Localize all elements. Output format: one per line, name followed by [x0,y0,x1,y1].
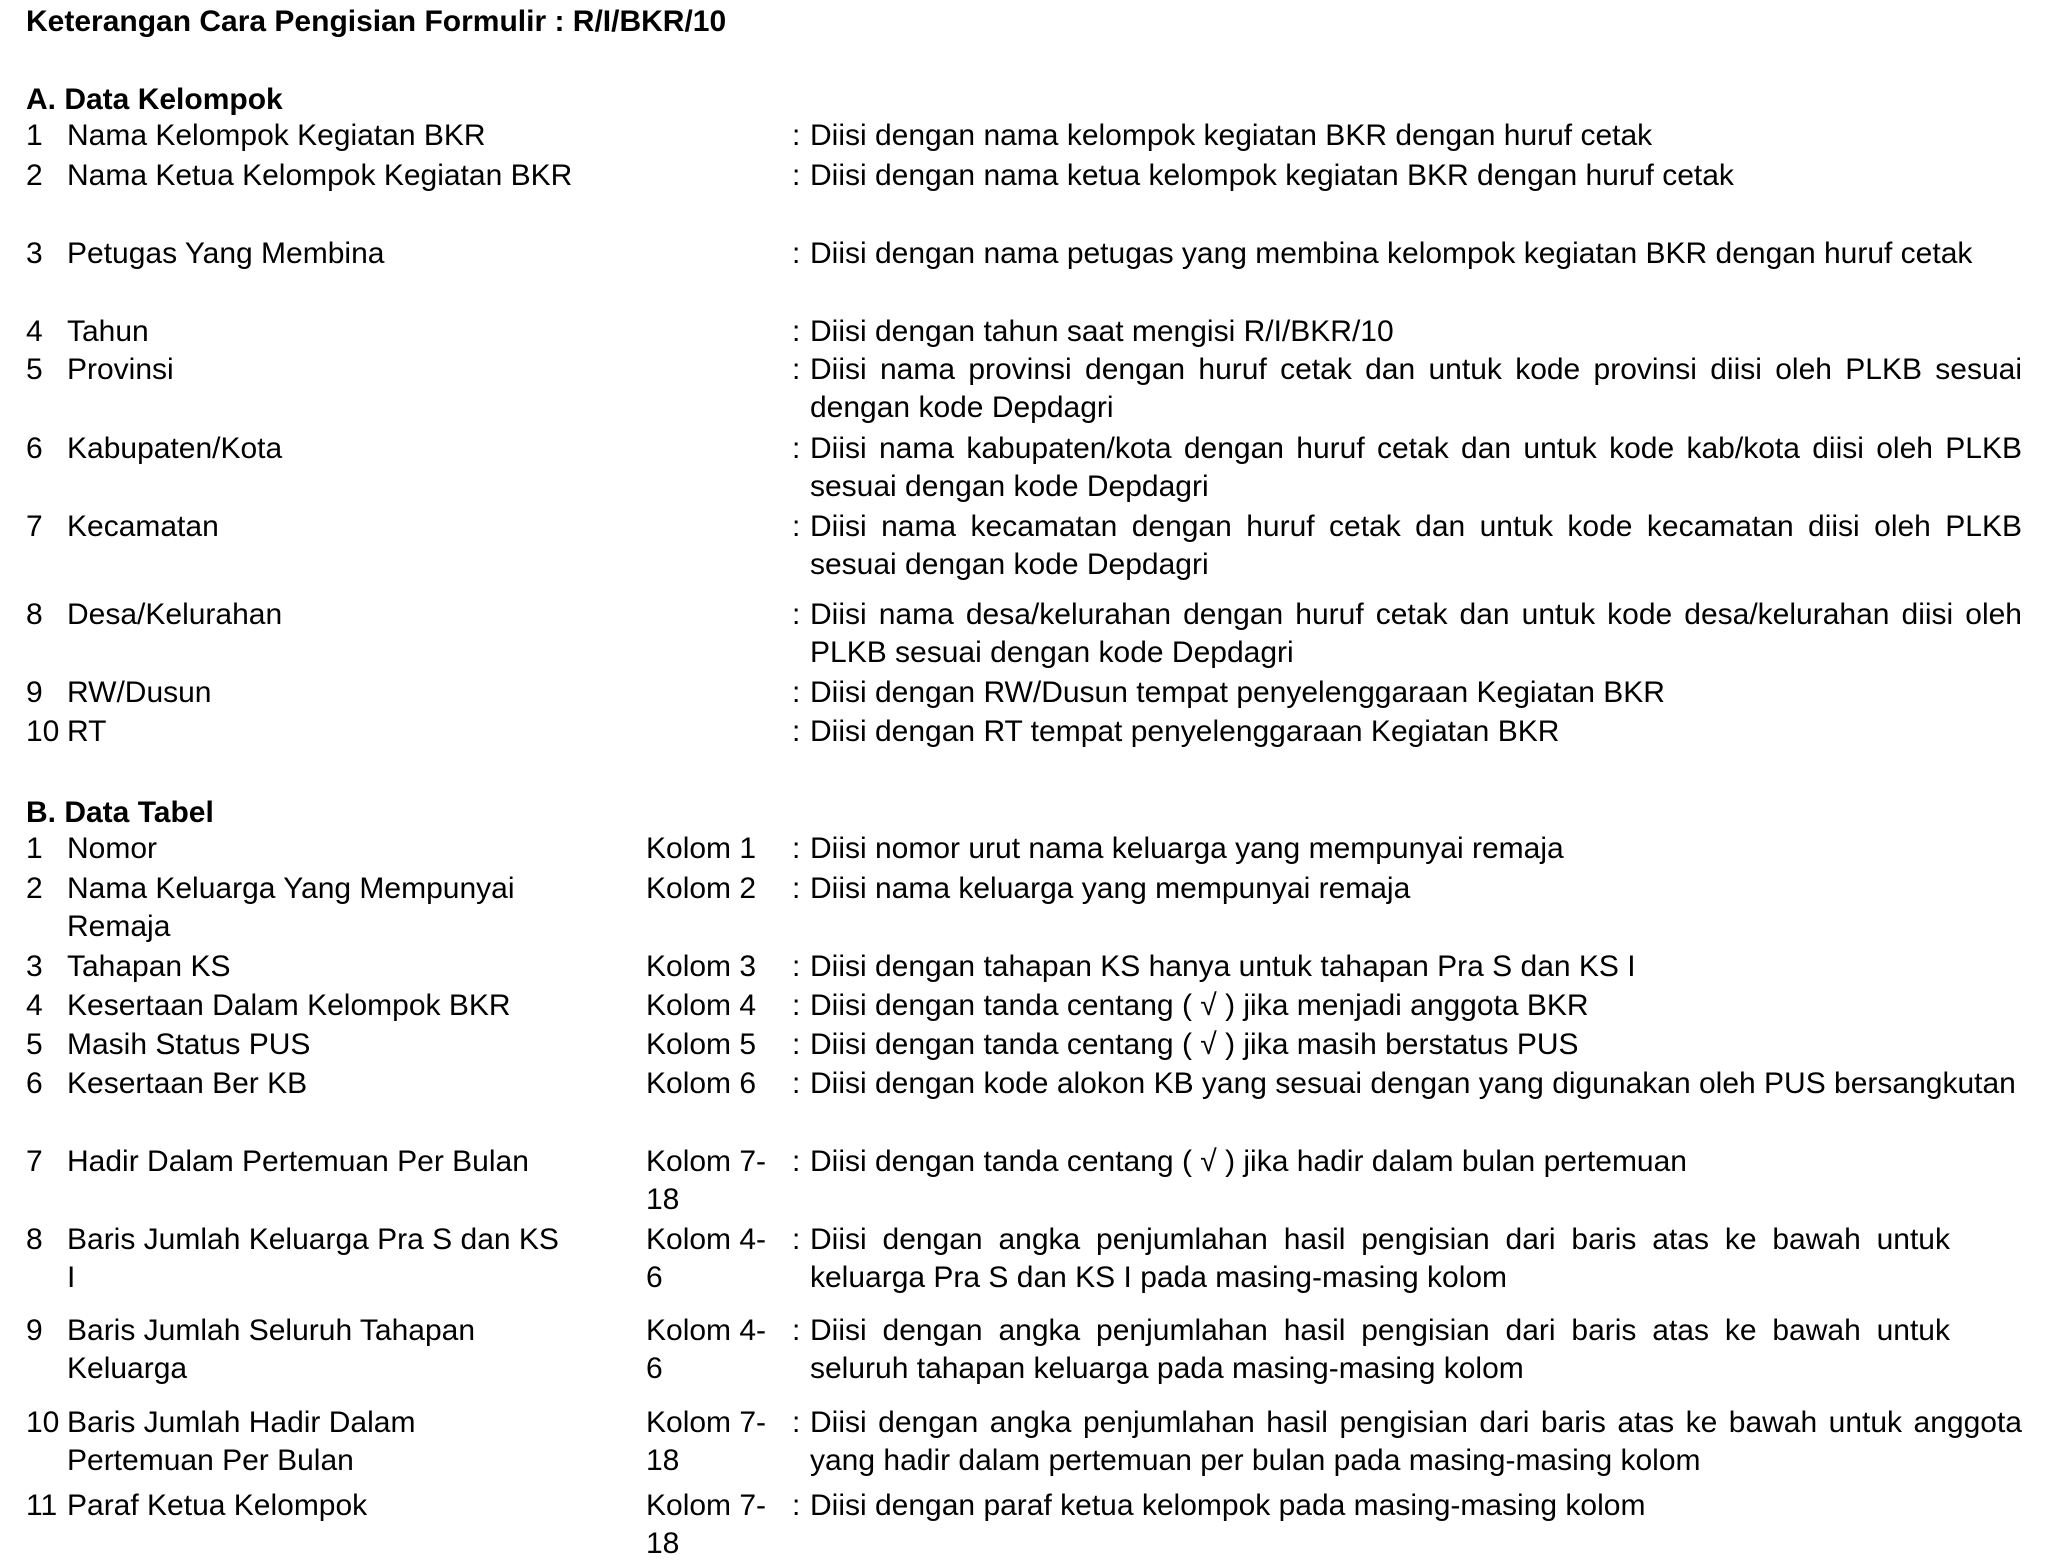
item-column: Kolom 7-18 [646,1145,767,1216]
item-number: 8 [26,598,43,631]
section-b-heading: B. Data Tabel [26,796,214,829]
item-number: 8 [26,1223,43,1256]
item-colon: : [792,510,801,543]
item-number: 10 [26,1406,60,1439]
item-number: 1 [26,832,43,865]
item-description: Diisi dengan tahapan KS hanya untuk tahapan Pra S dan KS I [810,950,1636,983]
item-colon: : [792,315,801,348]
item-colon: : [792,832,801,865]
item-number: 5 [26,353,43,386]
item-label: Desa/Kelurahan [67,598,283,631]
item-number: 5 [26,1028,43,1061]
item-colon: : [792,950,801,983]
item-label: Kecamatan [67,510,219,543]
item-label: Nomor [67,832,158,865]
item-label: RW/Dusun [67,676,212,709]
item-column: Kolom 7-18 [646,1489,767,1560]
item-description: Diisi dengan RT tempat penyelenggaraan Kegiatan BKR [810,715,1560,748]
item-colon: : [792,432,801,465]
item-number: 6 [26,432,43,465]
item-description: Diisi dengan nama ketua kelompok kegiatan BKR dengan huruf cetak [810,159,1734,192]
item-description: Diisi dengan angka penjumlahan hasil pengisian dari baris atas ke bawah untuk anggota yang hadir dalam pertemuan per bulan pada masing-masing kolom [810,1406,2022,1477]
item-label: RT [67,715,107,748]
item-column: Kolom 2 [646,872,757,905]
item-number: 11 [26,1489,58,1522]
item-label: Baris Jumlah Hadir Dalam Pertemuan Per Bulan [67,1406,416,1477]
item-description: Diisi nomor urut nama keluarga yang mempunyai remaja [810,832,1564,865]
item-description: Diisi dengan tanda centang ( √ ) jika hadir dalam bulan pertemuan [810,1145,1687,1178]
item-number: 2 [26,159,43,192]
item-number: 10 [26,715,60,748]
item-colon: : [792,715,801,748]
item-number: 6 [26,1067,43,1100]
item-number: 1 [26,119,43,152]
item-colon: : [792,159,801,192]
item-label: Kesertaan Ber KB [67,1067,308,1100]
item-label: Tahun [67,315,149,348]
item-colon: : [792,237,801,270]
item-number: 7 [26,1145,43,1178]
item-description: Diisi nama provinsi dengan huruf cetak dan untuk kode provinsi diisi oleh PLKB sesuai dengan kode Depdagri [810,353,2022,424]
section-a-heading: A. Data Kelompok [26,83,283,116]
item-colon: : [792,1406,801,1439]
item-description: Diisi dengan RW/Dusun tempat penyelenggaraan Kegiatan BKR [810,676,1665,709]
item-number: 9 [26,676,43,709]
item-label: Hadir Dalam Pertemuan Per Bulan [67,1145,529,1178]
item-label: Kesertaan Dalam Kelompok BKR [67,989,511,1022]
item-label: Nama Ketua Kelompok Kegiatan BKR [67,159,573,192]
item-label: Masih Status PUS [67,1028,311,1061]
item-colon: : [792,872,801,905]
item-number: 7 [26,510,43,543]
item-description: Diisi dengan tanda centang ( √ ) jika masih berstatus PUS [810,1028,1579,1061]
item-description: Diisi dengan nama kelompok kegiatan BKR dengan huruf cetak [810,119,1653,152]
item-label: Kabupaten/Kota [67,432,283,465]
item-description: Diisi dengan nama petugas yang membina kelompok kegiatan BKR dengan huruf cetak [810,237,1973,270]
item-colon: : [792,676,801,709]
item-colon: : [792,119,801,152]
item-description: Diisi dengan kode alokon KB yang sesuai dengan yang digunakan oleh PUS bersangkutan [810,1067,2016,1100]
item-colon: : [792,1028,801,1061]
item-label: Baris Jumlah Keluarga Pra S dan KS I [67,1223,559,1294]
item-colon: : [792,1223,801,1256]
item-description: Diisi dengan angka penjumlahan hasil pengisian dari baris atas ke bawah untuk seluruh tahapan keluarga pada masing-masing kolom [810,1314,1950,1385]
item-column: Kolom 4-6 [646,1223,767,1294]
item-description: Diisi nama kecamatan dengan huruf cetak dan untuk kode kecamatan diisi oleh PLKB sesuai dengan kode Depdagri [810,510,2022,581]
item-colon: : [792,598,801,631]
item-description: Diisi nama keluarga yang mempunyai remaja [810,872,1411,905]
section-b-row [26,1487,2026,1560]
item-colon: : [792,1314,801,1347]
item-column: Kolom 6 [646,1067,757,1100]
item-colon: : [792,1145,801,1178]
item-number: 9 [26,1314,43,1347]
item-description: Diisi nama kabupaten/kota dengan huruf cetak dan untuk kode kab/kota diisi oleh PLKB sesuai dengan kode Depdagri [810,432,2022,503]
item-number: 3 [26,950,43,983]
item-description: Diisi dengan angka penjumlahan hasil pengisian dari baris atas ke bawah untuk keluarga Pra S dan KS I pada masing-masing kolom [810,1223,1950,1294]
item-colon: : [792,353,801,386]
item-number: 3 [26,237,43,270]
item-column: Kolom 1 [646,832,757,865]
item-column: Kolom 4 [646,989,757,1022]
item-number: 4 [26,989,43,1022]
item-label: Tahapan KS [67,950,231,983]
item-description: Diisi dengan tanda centang ( √ ) jika menjadi anggota BKR [810,989,1589,1022]
item-description: Diisi nama desa/kelurahan dengan huruf cetak dan untuk kode desa/kelurahan diisi oleh PLKB sesuai dengan kode Depdagri [810,598,2022,669]
item-column: Kolom 3 [646,950,757,983]
item-number: 4 [26,315,43,348]
item-colon: : [792,1067,801,1100]
item-label: Nama Keluarga Yang Mempunyai Remaja [67,872,515,943]
item-label: Petugas Yang Membina [67,237,385,270]
document-title: Keterangan Cara Pengisian Formulir : R/I/BKR/10 [26,5,727,38]
item-label: Provinsi [67,353,174,386]
item-label: Baris Jumlah Seluruh Tahapan Keluarga [67,1314,476,1385]
item-number: 2 [26,872,43,905]
item-label: Nama Kelompok Kegiatan BKR [67,119,486,152]
item-column: Kolom 5 [646,1028,757,1061]
item-column: Kolom 4-6 [646,1314,767,1385]
item-description: Diisi dengan paraf ketua kelompok pada masing-masing kolom [810,1489,1646,1522]
item-label: Paraf Ketua Kelompok [67,1489,368,1522]
item-description: Diisi dengan tahun saat mengisi R/I/BKR/10 [810,315,1394,348]
item-colon: : [792,989,801,1022]
item-colon: : [792,1489,801,1522]
item-column: Kolom 7-18 [646,1406,767,1477]
